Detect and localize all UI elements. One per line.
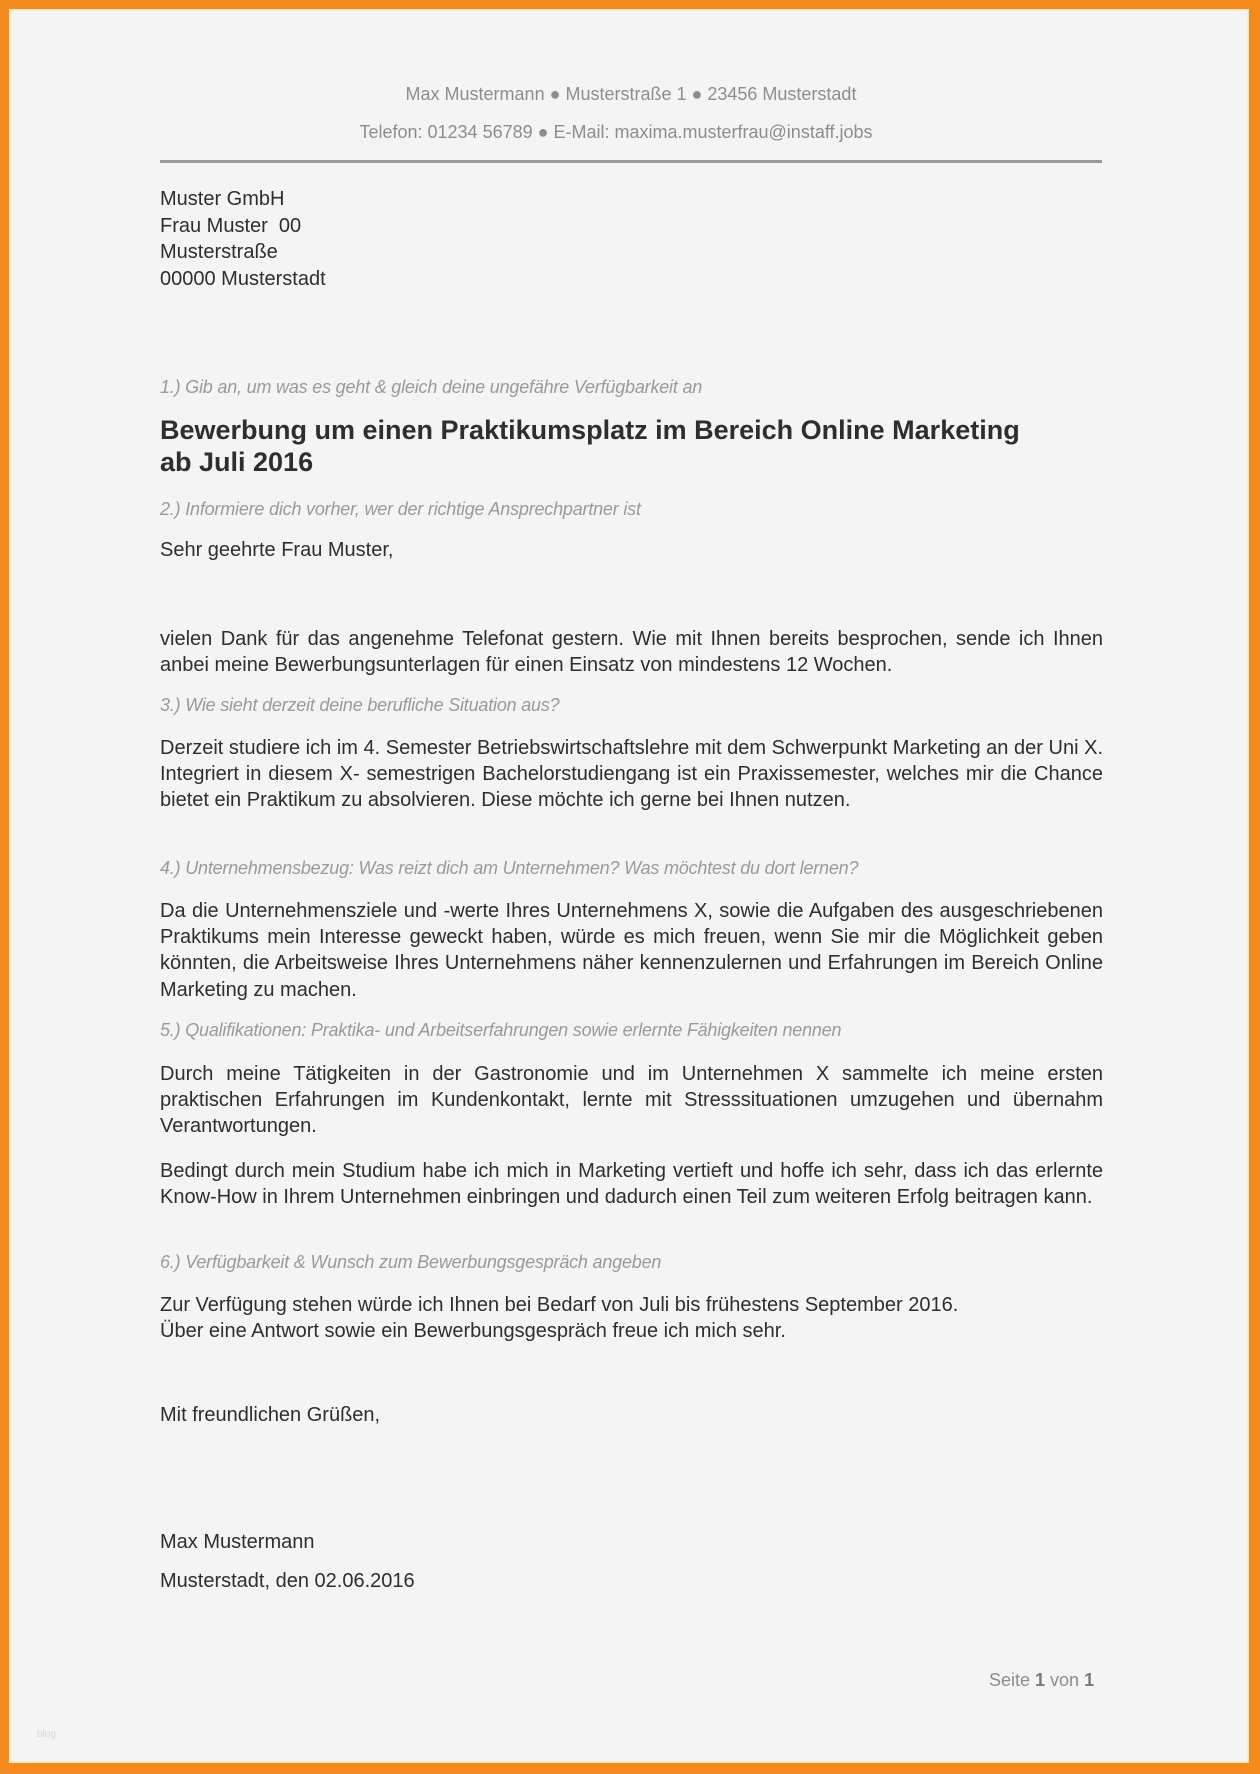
hint-2: 2.) Informiere dich vorher, wer der richtige Ansprechpartner ist (160, 499, 641, 519)
recipient-street: Musterstraße (160, 241, 278, 263)
watermark: blog (37, 1729, 56, 1740)
current-page: 1 (1035, 1670, 1046, 1690)
paragraph-intro: vielen Dank für das angenehme Telefonat gestern. Wie mit Ihnen bereits besprochen, sende ich Ihnen anbei meine Bewerbungsunterlagen für einen Einsatz von mindestens 12 Wochen. (160, 628, 1103, 677)
sender-contact-line: Telefon: 01234 56789 ● E-Mail: maxima.musterfrau@instaff.jobs (359, 122, 873, 142)
subject-line-2: ab Juli 2016 (160, 447, 314, 477)
availability-line-1: Zur Verfügung stehen würde ich Ihnen bei Bedarf von Juli bis frühestens September 2016. (160, 1294, 959, 1316)
salutation: Sehr geehrte Frau Muster, (160, 539, 394, 561)
paragraph-company: Da die Unternehmensziele und -werte Ihres Unternehmens X, sowie die Aufgaben des ausgeschriebenen Praktikums mein Interesse geweckt haben, würde es mich freuen, wenn Sie mir die Möglichkeit geben könnten, die Arbeitsweise Ihres Unternehmens näher kennenzulernen und Erfahrungen im Bereich Online Marketing zu machen. (160, 900, 1103, 1001)
page-number: Seite 1 von 1 (989, 1670, 1095, 1690)
recipient-company: Muster GmbH (160, 188, 285, 210)
paragraph-situation: Derzeit studiere ich im 4. Semester Betriebswirtschaftslehre mit dem Schwerpunkt Marketing an der Uni X. Integriert in diesem X- semestrigen Bachelorstudiengang ist ein Praxissemester, welches mir die Chance bietet ein Praktikum zu absolvieren. Diese möchte ich gerne bei Ihnen nutzen. (160, 737, 1103, 812)
hint-5: 5.) Qualifikationen: Praktika- und Arbeitserfahrungen sowie erlernte Fähigkeiten nennen (160, 1020, 842, 1040)
closing: Mit freundlichen Grüßen, (160, 1404, 381, 1426)
hint-1: 1.) Gib an, um was es geht & gleich deine ungefähre Verfügbarkeit an (160, 377, 703, 397)
subject-line-1: Bewerbung um einen Praktikumsplatz im Bereich Online Marketing (160, 415, 1020, 445)
recipient-address (160, 186, 326, 292)
total-pages: 1 (1084, 1670, 1095, 1690)
recipient-person: Frau Muster 00 (160, 214, 302, 237)
paragraph-qualifications: Durch meine Tätigkeiten in der Gastronomie und im Unternehmen X sammelte ich meine ersten praktischen Erfahrungen im Kundenkontakt, lernte mit Stresssituationen umzugehen und übernahm Verantwortungen. (160, 1063, 1103, 1138)
recipient-city: 00000 Musterstadt (160, 267, 326, 290)
hint-3: 3.) Wie sieht derzeit deine berufliche Situation aus? (160, 695, 560, 715)
place-date: Musterstadt, den 02.06.2016 (160, 1570, 415, 1592)
signature-name: Max Mustermann (160, 1531, 315, 1553)
subject-heading (160, 414, 1110, 478)
header-divider (160, 160, 1102, 163)
sender-address-line: Max Mustermann ● Musterstraße 1 ● 23456 Musterstadt (405, 84, 857, 104)
letter-page (9, 9, 1249, 1763)
hint-6: 6.) Verfügbarkeit & Wunsch zum Bewerbungsgespräch angeben (160, 1252, 662, 1272)
hint-4: 4.) Unternehmensbezug: Was reizt dich am Unternehmen? Was möchtest du dort lernen? (160, 858, 859, 878)
paragraph-availability (160, 1292, 1103, 1344)
availability-line-2: Über eine Antwort sowie ein Bewerbungsgespräch freue ich mich sehr. (160, 1320, 786, 1343)
paragraph-study: Bedingt durch mein Studium habe ich mich in Marketing vertieft und hoffe ich sehr, dass ich das erlernte Know-How in Ihrem Unternehmen einbringen und dadurch einen Teil zum weiteren Erfolg beitragen kann. (160, 1160, 1103, 1209)
